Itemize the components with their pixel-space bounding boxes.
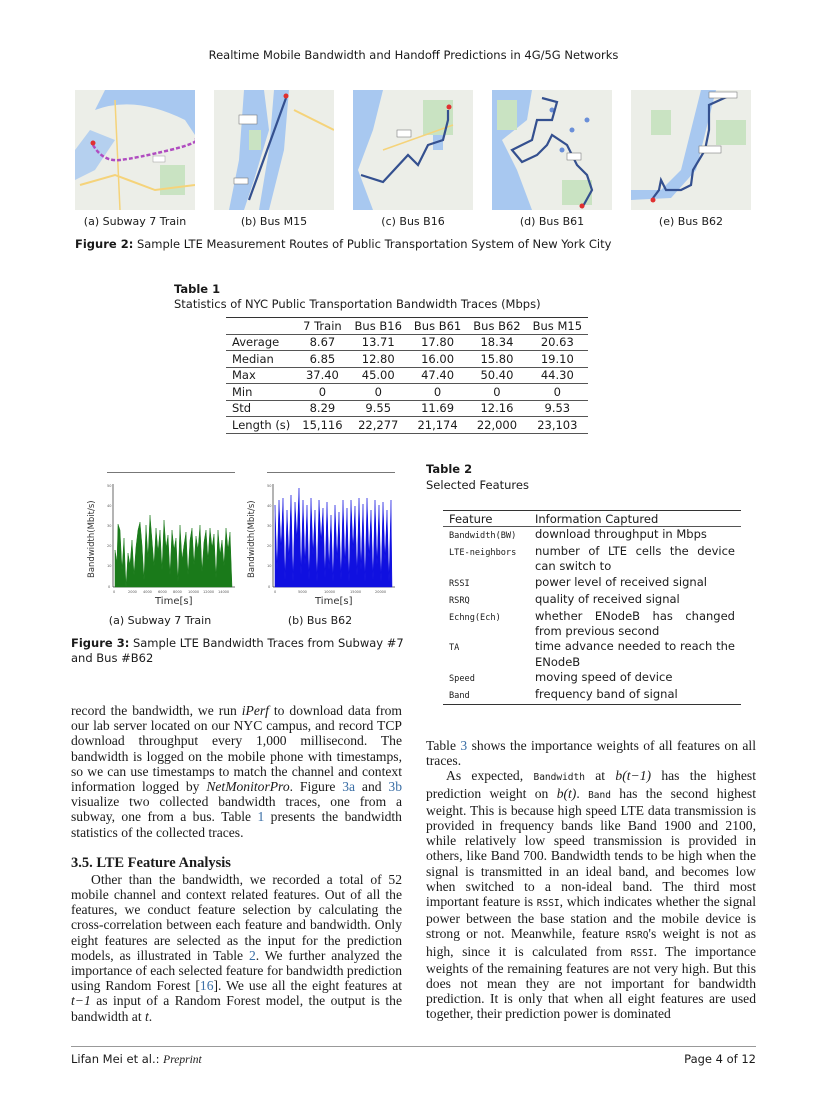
svg-text:0: 0	[268, 585, 271, 589]
table-cell: 50.40	[467, 367, 526, 384]
table-2	[443, 510, 741, 705]
feature-name: Speed	[449, 673, 475, 684]
table-cell: 0	[467, 384, 526, 401]
text-run: ]. We use all the eight features at	[213, 978, 402, 994]
running-head: Realtime Mobile Bandwidth and Handoff Predictions in 4G/5G Networks	[208, 48, 619, 62]
svg-text:30: 30	[267, 524, 272, 528]
table-cell: Length (s)	[226, 417, 296, 434]
code-bandwidth: Bandwidth	[533, 772, 585, 784]
plot-b	[247, 484, 395, 607]
table-cell: Std	[226, 400, 296, 417]
figure-2-caption	[75, 237, 611, 251]
table-cell: 13.71	[349, 334, 408, 351]
svg-text:50: 50	[267, 484, 272, 488]
paragraph-table-3-intro	[426, 738, 756, 768]
text-run: . We further analyzed the importance of each selected feature for bandwidth prediction using Random Forest [	[71, 947, 403, 994]
table-cell: 20.63	[527, 334, 588, 351]
text-run: As expected,	[446, 768, 534, 784]
feature-info: whether ENodeB has changed from previous second	[535, 609, 735, 639]
svg-text:0: 0	[274, 590, 277, 594]
table-cell: 12.16	[467, 400, 526, 417]
page-number: Page 4 of 12	[684, 1052, 756, 1066]
svg-text:5000: 5000	[298, 590, 307, 594]
tool-name-netmonitorpro: NetMonitorPro	[206, 779, 290, 795]
svg-text:4000: 4000	[143, 590, 152, 594]
right-column	[426, 738, 756, 1022]
math-b-t-minus-1: b(t−1)	[615, 768, 652, 784]
table-cell: 12.80	[349, 351, 408, 368]
table-cell: Min	[226, 384, 296, 401]
table-2-header-row	[443, 511, 741, 527]
math-t: t	[145, 1008, 149, 1024]
table-cell: 47.40	[408, 367, 467, 384]
svg-text:30: 30	[107, 524, 112, 528]
map-bus-b16	[353, 90, 473, 210]
table-1-title: Statistics of NYC Public Transportation Bandwidth Traces (Mbps)	[174, 297, 541, 311]
feature-info: quality of received signal	[535, 591, 680, 606]
text-run: to download data from our lab server located on our NYC campus, and record TCP download throughput every 1,000 millisecond. The bandwidth is logged on the mobile phone with timestamps, so we can use timestamps to match the channel and context information logged by	[71, 703, 402, 795]
text-run: shows the importance weights of all features on all traces.	[426, 738, 756, 769]
table-1-header-cell: 7 Train	[296, 318, 348, 335]
table-cell: 22,277	[349, 417, 408, 434]
table-row	[443, 575, 741, 592]
figure-3-plots	[85, 470, 405, 610]
table-cell: 6.85	[296, 351, 348, 368]
feature-info: number of LTE cells the device can switch to	[535, 544, 735, 574]
text-run: . Figure	[289, 779, 343, 795]
code-band: Band	[588, 789, 611, 801]
text-run: , which indicates whether the signal power between the base station and the mobile device is strong or not. Meanwhile, feature	[426, 894, 756, 942]
table-row	[443, 544, 741, 574]
svg-text:0: 0	[113, 590, 116, 594]
map-route-icon	[492, 90, 612, 210]
table-1-header-cell: Bus B62	[467, 318, 526, 335]
feature-info: download throughput in Mbps	[535, 527, 707, 541]
svg-text:20: 20	[267, 544, 272, 548]
table-1	[226, 317, 588, 434]
table-cell: 0	[408, 384, 467, 401]
feature-info: time advance needed to reach the ENodeB	[535, 639, 735, 669]
table-row	[226, 417, 588, 434]
svg-text:10000: 10000	[188, 590, 200, 594]
table-cell: Max	[226, 367, 296, 384]
svg-text:20000: 20000	[375, 590, 387, 594]
feature-name: Echng(Ech)	[449, 613, 501, 624]
table-cell: 37.40	[296, 367, 348, 384]
feature-name: RSRQ	[449, 595, 470, 606]
table-2-header-cell: Feature	[443, 511, 529, 527]
map-route-icon	[353, 90, 473, 210]
map-bus-m15	[214, 90, 334, 210]
table-cell: 11.69	[408, 400, 467, 417]
text-run: record the bandwidth, we run	[71, 703, 242, 718]
map-subway-7-train	[75, 90, 195, 210]
svg-text:Bandwidth(Mbit/s): Bandwidth(Mbit/s)	[87, 500, 97, 578]
table-1-header-row	[226, 318, 588, 335]
bandwidth-trace-chart	[85, 470, 405, 610]
table-2-label: Table 2	[426, 462, 473, 476]
map-caption-a: (a) Subway 7 Train	[83, 215, 187, 228]
table-cell: 18.34	[467, 334, 526, 351]
map-route-icon	[631, 90, 751, 210]
figure-2-label: Figure 2:	[75, 237, 134, 251]
table-1-header-cell: Bus M15	[527, 318, 588, 335]
feature-info: moving speed of device	[535, 669, 673, 684]
text-run: at	[584, 768, 616, 784]
table-cell: 16.00	[408, 351, 467, 368]
table-cell: 45.00	[349, 367, 408, 384]
text-run: Other than the bandwidth, we recorded a total of 52 mobile channel and context related features. Out of all the features, we conduct feature selection by calculating the cross-correlation between each feature and bandwidth. Only eight features are selected as the input for the prediction models, as illustrated in Table	[71, 871, 402, 963]
figure-3a-caption: (a) Subway 7 Train	[108, 614, 212, 627]
svg-text:40: 40	[267, 504, 272, 508]
table-cell: 17.80	[408, 334, 467, 351]
text-run: has the highest prediction weight on	[426, 768, 757, 801]
svg-text:50: 50	[107, 484, 112, 488]
math-b-t: b(t)	[556, 785, 577, 801]
table-cell: 44.30	[527, 367, 588, 384]
section-heading: 3.5. LTE Feature Analysis	[71, 854, 231, 871]
table-cell: 15.80	[467, 351, 526, 368]
table-cell: 23,103	[527, 417, 588, 434]
map-caption-b: (b) Bus M15	[240, 215, 308, 228]
text-run: and	[355, 779, 389, 795]
text-run: presents the bandwidth statistics of the collected traces.	[71, 809, 402, 840]
table-cell: Average	[226, 334, 296, 351]
svg-text:6000: 6000	[158, 590, 167, 594]
figure-3b-link[interactable]: 3b	[388, 779, 402, 795]
svg-text:0: 0	[108, 585, 111, 589]
table-row	[443, 687, 741, 705]
table-row	[226, 367, 588, 384]
text-run: 's weight is not as high, since it is calculated from	[426, 926, 756, 959]
table-3-link[interactable]: 3	[460, 738, 468, 753]
table-cell: 15,116	[296, 417, 348, 434]
map-bus-b62	[631, 90, 751, 210]
table-1-header-cell: Bus B16	[349, 318, 408, 335]
table-2-link[interactable]: 2	[248, 947, 256, 963]
table-row	[443, 609, 741, 639]
feature-name: Band	[443, 687, 529, 705]
table-cell: 0	[296, 384, 348, 401]
map-route-icon	[75, 90, 195, 210]
text-run: .	[148, 1008, 153, 1024]
figure-3-label: Figure 3:	[71, 636, 130, 650]
tool-name-iperf: iPerf	[241, 703, 269, 718]
table-cell: 9.55	[349, 400, 408, 417]
feature-name: LTE-neighbors	[449, 548, 517, 559]
table-row	[443, 639, 741, 669]
footer-author-text: Lifan Mei et al.:	[71, 1052, 164, 1066]
text-run: . The importance weights of the remaining features are not very high. But this does not mean they are not important for bandwidth prediction. It is only that when all eight features are used together, their prediction power is dominated	[426, 943, 757, 1022]
plot-b-xlabel: Time[s]	[315, 596, 353, 607]
code-rssi: RSSI	[536, 898, 560, 910]
figure-2-caption-text: Sample LTE Measurement Routes of Public Transportation System of New York City	[136, 237, 612, 251]
svg-text:40: 40	[107, 504, 112, 508]
text-run: as input of a Random Forest model, the output is the bandwidth at	[71, 993, 402, 1024]
feature-name: TA	[449, 643, 460, 654]
svg-text:10: 10	[107, 564, 112, 568]
feature-name: Bandwidth(BW)	[449, 531, 517, 541]
table-1-header-cell: Bus B61	[408, 318, 467, 335]
table-2-header-cell: Information Captured	[529, 511, 741, 527]
math-t-minus-1: t−1	[71, 993, 91, 1009]
svg-text:10000: 10000	[324, 590, 336, 594]
table-1-header-cell	[226, 318, 296, 335]
feature-name: RSSI	[449, 578, 470, 589]
map-caption-d: (d) Bus B61	[519, 215, 585, 228]
table-cell: 21,174	[408, 417, 467, 434]
table-cell: 8.29	[296, 400, 348, 417]
plot-a	[87, 484, 235, 607]
figure-2-maps	[75, 90, 755, 212]
table-row	[443, 670, 741, 687]
table-2-title: Selected Features	[426, 478, 529, 492]
svg-text:20: 20	[107, 544, 112, 548]
citation-16-link[interactable]: 16	[199, 978, 214, 994]
svg-text:Bandwidth(Mbit/s): Bandwidth(Mbit/s)	[247, 500, 257, 578]
svg-text:12000: 12000	[203, 590, 215, 594]
text-run: visualize two collected bandwidth traces, one from a subway, one from a bus. Table	[71, 794, 402, 825]
code-rssi: RSSI	[630, 947, 654, 959]
svg-text:2000: 2000	[128, 590, 137, 594]
paragraph-importance-weights	[426, 768, 756, 1021]
table-row	[226, 334, 588, 351]
table-cell: 19.10	[527, 351, 588, 368]
figure-3b-caption: (b) Bus B62	[287, 614, 353, 627]
table-row	[226, 384, 588, 401]
table-1-link[interactable]: 1	[257, 809, 265, 825]
table-row	[443, 527, 741, 545]
table-cell: 22,000	[467, 417, 526, 434]
svg-text:14000: 14000	[218, 590, 230, 594]
table-cell: 9.53	[527, 400, 588, 417]
map-route-icon	[214, 90, 334, 210]
text-run: Table	[426, 738, 461, 753]
footer-venue: Preprint	[163, 1054, 202, 1066]
table-cell: 8.67	[296, 334, 348, 351]
table-cell: 0	[349, 384, 408, 401]
table-cell: 0	[527, 384, 588, 401]
feature-info: frequency band of signal	[529, 687, 741, 705]
figure-3a-link[interactable]: 3a	[342, 779, 356, 795]
svg-text:10: 10	[267, 564, 272, 568]
table-1-label: Table 1	[174, 282, 221, 296]
text-run: .	[576, 785, 589, 801]
feature-info: power level of received signal	[535, 574, 707, 589]
table-cell: Median	[226, 351, 296, 368]
figure-3-caption-text: Sample LTE Bandwidth Traces from Subway #7 and Bus #B62	[71, 636, 404, 665]
map-caption-e: (e) Bus B62	[658, 215, 724, 228]
left-column	[71, 703, 402, 1024]
code-rsrq: RSRQ	[625, 930, 649, 942]
footer-authors	[71, 1052, 202, 1066]
paragraph-feature-analysis	[71, 872, 402, 1024]
svg-text:8000: 8000	[173, 590, 182, 594]
table-row	[226, 351, 588, 368]
map-caption-c: (c) Bus B16	[381, 215, 445, 228]
svg-text:15000: 15000	[350, 590, 362, 594]
plot-a-xlabel: Time[s]	[155, 596, 193, 607]
table-row	[226, 400, 588, 417]
map-bus-b61	[492, 90, 612, 210]
footer-divider	[71, 1046, 756, 1047]
text-run: has the second highest weight. This is because high speed LTE data transmission is provided in frequency bands like Band 1900 and 2100, while relatively low speed transmission is provided in others, like Band 700. Bandwidth tends to be high when the signal is transmitted in an ideal band, and becomes low when switched to a non-ideal band. The third most important feature is	[426, 785, 757, 910]
figure-3-caption	[71, 636, 406, 666]
table-row	[443, 592, 741, 609]
paragraph-bandwidth-recording	[71, 703, 402, 840]
